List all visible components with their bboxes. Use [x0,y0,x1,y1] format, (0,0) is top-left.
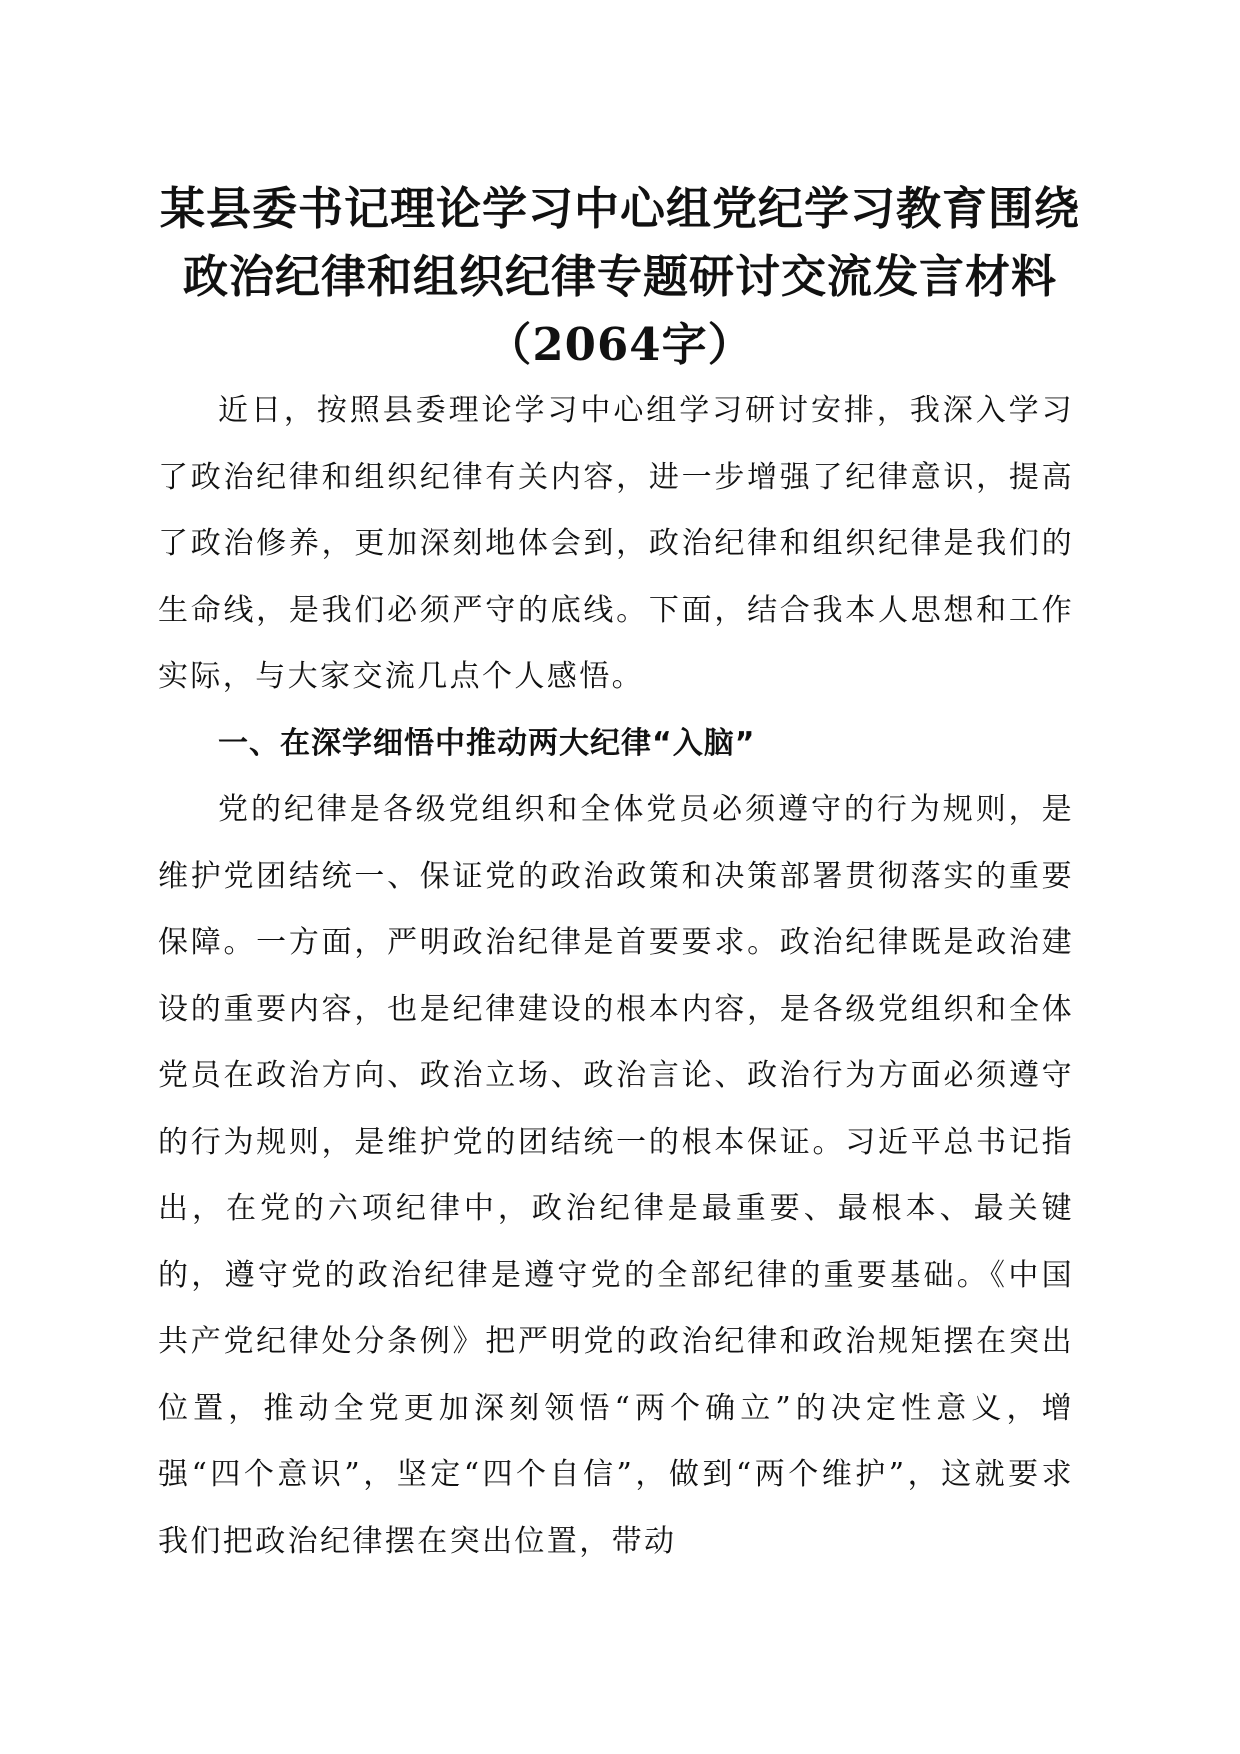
document-title [0,175,1240,379]
title-line-1: 某县委书记理论学习中心组党纪学习教育围绕 [159,182,1080,235]
intro-paragraph: 近日，按照县委理论学习中心组学习研讨安排，我深入学习了政治纪律和组织纪律有关内容，进一步增强了纪律意识，提高了政治修养，更加深刻地体会到，政治纪律和组织纪律是我们的生命线，是我们必须严守的底线。下面，结合我本人思想和工作实际，与大家交流几点个人感悟。 [158,393,1074,694]
document-body [158,378,1074,1575]
title-word-count: （2064字） [486,318,754,371]
section-heading: 一、在深学细悟中推动两大纪律“入脑” [218,725,756,761]
body-paragraph: 党的纪律是各级党组织和全体党员必须遵守的行为规则，是维护党团结统一、保证党的政治政策和决策部署贯彻落实的重要保障。一方面，严明政治纪律是首要要求。政治纪律既是政治建设的重要内容，也是纪律建设的根本内容，是各级党组织和全体党员在政治方向、政治立场、政治言论、政治行为方面必须遵守的行为规则，是维护党的团结统一的根本保证。习近平总书记指出，在党的六项纪律中，政治纪律是最重要、最根本、最关键的，遵守党的政治纪律是遵守党的全部纪律的重要基础。《中国共产党纪律处分条例》把严明党的政治纪律和政治规矩摆在突出位置，推动全党更加深刻领悟“两个确立”的决定性意义，增强“四个意识”，坚定“四个自信”，做到“两个维护”，这就要求我们把政治纪律摆在突出位置，带动 [158,792,1074,1559]
title-line-2: 政治纪律和组织纪律专题研讨交流发言材料 [182,250,1057,303]
